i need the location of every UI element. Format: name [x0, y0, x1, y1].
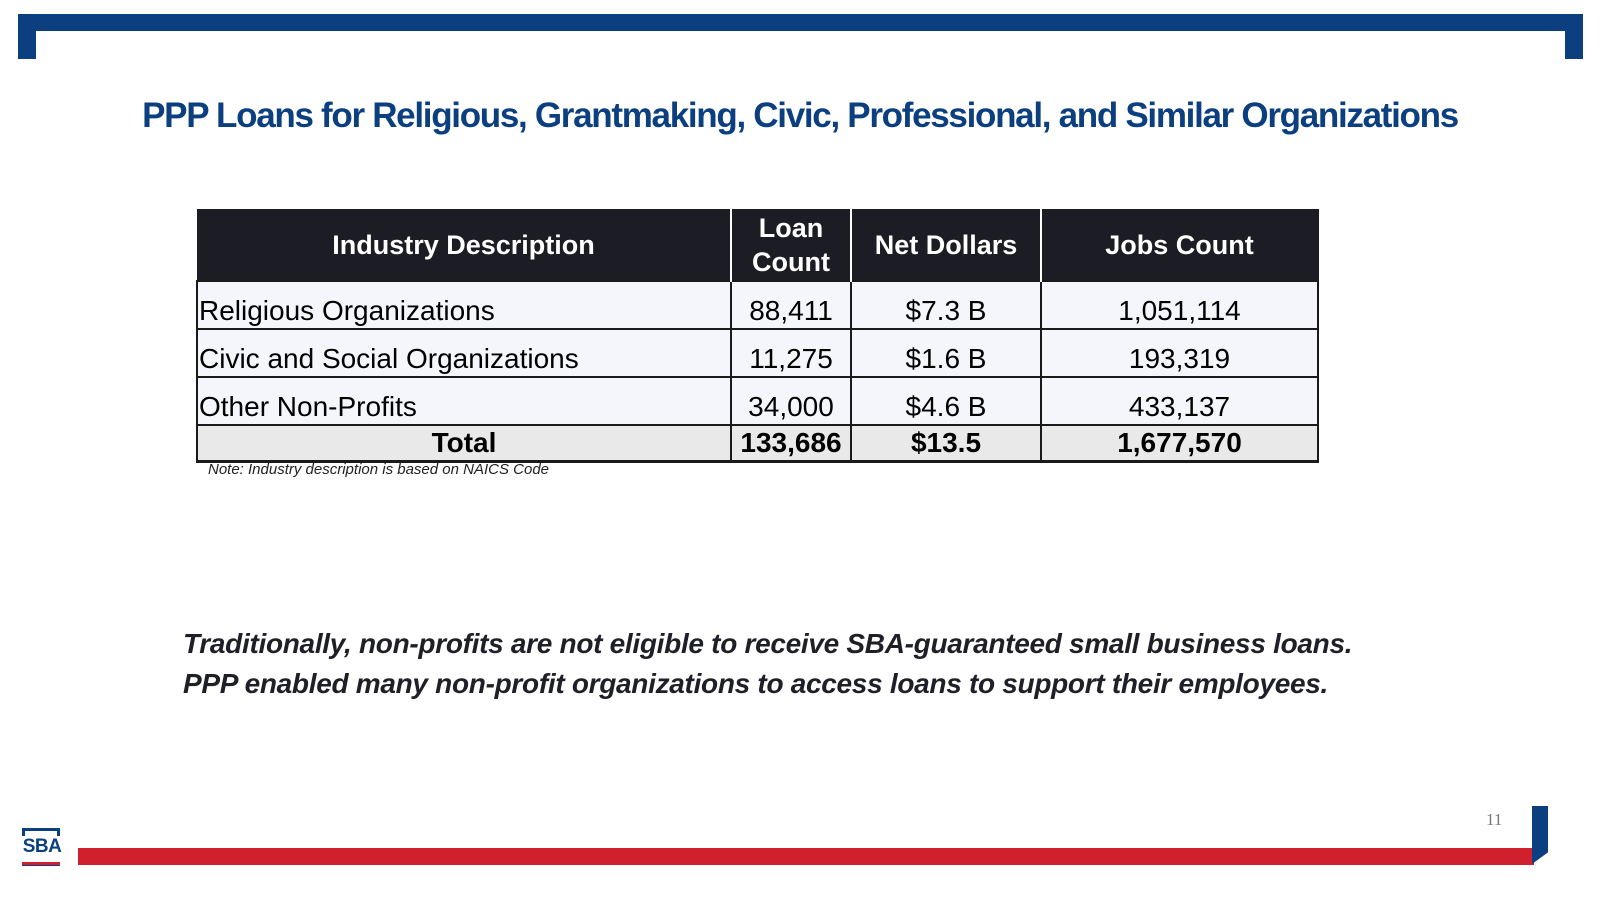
- cell-industry: Civic and Social Organizations: [197, 329, 731, 377]
- cell-loan-count: 88,411: [731, 281, 851, 329]
- table-note: Note: Industry description is based on NAICS Code: [208, 461, 550, 478]
- table-total-row: [197, 425, 1318, 461]
- cell-jobs-count: 1,051,114: [1041, 281, 1318, 329]
- total-loan-count: 133,686: [731, 425, 851, 461]
- cell-industry: Other Non-Profits: [197, 377, 731, 425]
- sba-logo: [18, 828, 68, 868]
- sba-logo-text: SBA: [18, 836, 66, 858]
- statement-line-2: PPP enabled many non-profit organizations to access loans to support their employees.: [183, 668, 1329, 699]
- table-row: [197, 329, 1318, 377]
- top-frame-bar: [18, 14, 1583, 31]
- header-industry-description: Industry Description: [197, 209, 731, 281]
- cell-loan-count: 34,000: [731, 377, 851, 425]
- top-frame-left-corner: [18, 14, 36, 59]
- key-statement: [183, 624, 1483, 704]
- page-number: 11: [1486, 810, 1503, 829]
- total-net-dollars: $13.5: [851, 425, 1041, 461]
- bottom-red-bar: [78, 848, 1534, 865]
- table-row: [197, 281, 1318, 329]
- table-row: [197, 377, 1318, 425]
- statement-line-1: Traditionally, non-profits are not eligible to receive SBA-guaranteed small business loans.: [183, 628, 1353, 659]
- header-net-dollars: Net Dollars: [851, 209, 1041, 281]
- cell-net-dollars: $1.6 B: [851, 329, 1041, 377]
- cell-jobs-count: 433,137: [1041, 377, 1318, 425]
- header-loan-count: Loan Count: [731, 209, 851, 281]
- table-header-row: [197, 209, 1318, 281]
- bottom-frame-right-corner: [1532, 806, 1548, 864]
- slide-title: PPP Loans for Religious, Grantmaking, Civic, Professional, and Similar Organizations: [142, 96, 1458, 135]
- cell-loan-count: 11,275: [731, 329, 851, 377]
- ppp-loans-table: [196, 209, 1319, 463]
- cell-jobs-count: 193,319: [1041, 329, 1318, 377]
- total-label: Total: [197, 425, 731, 461]
- cell-net-dollars: $7.3 B: [851, 281, 1041, 329]
- cell-industry: Religious Organizations: [197, 281, 731, 329]
- top-frame-right-corner: [1565, 14, 1583, 59]
- header-jobs-count: Jobs Count: [1041, 209, 1318, 281]
- total-jobs-count: 1,677,570: [1041, 425, 1318, 461]
- sba-logo-red-stripe: [22, 862, 60, 865]
- cell-net-dollars: $4.6 B: [851, 377, 1041, 425]
